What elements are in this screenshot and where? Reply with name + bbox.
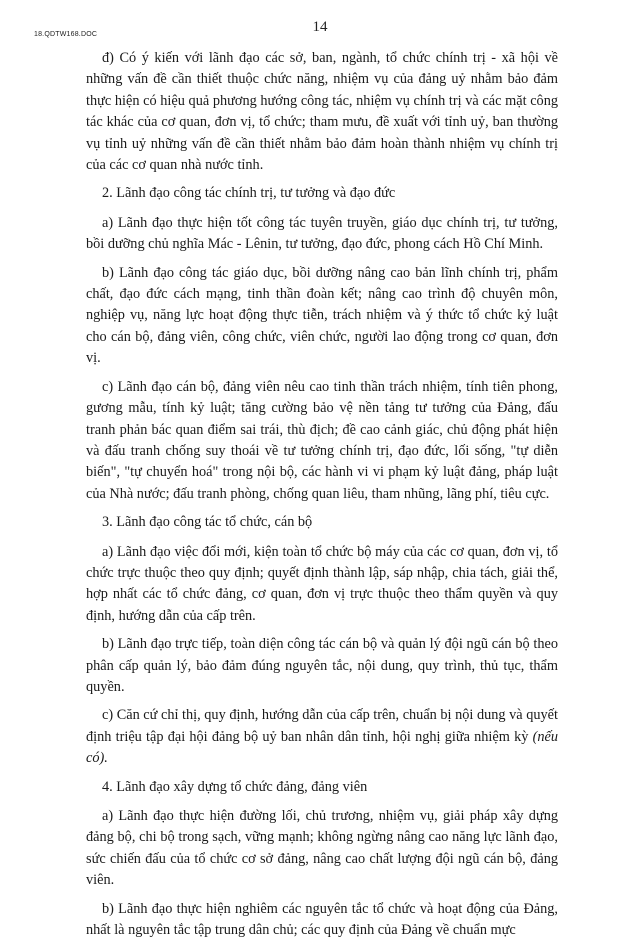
page-number: 14: [312, 19, 328, 35]
paragraph-4b: b) Lãnh đạo thực hiện nghiêm các nguyên tắc tổ chức và hoạt động của Đảng, nhất là nguyên tắc tập trung dân chủ; các quy định của Đảng về chuẩn mực: [86, 900, 558, 939]
paragraph-2b: b) Lãnh đạo công tác giáo dục, bồi dưỡng nâng cao bản lĩnh chính trị, phẩm chất, đạo đức cách mạng, tinh thần đoàn kết; nâng cao trình độ chuyên môn, nghiệp vụ, năng lực hoạt động thực tiễn, trách nhiệm và ý thức tổ chức kỷ luật cho cán bộ, đảng viên, công chức, viên chức, người lao động trong cơ quan, đơn vị.: [86, 264, 558, 367]
paragraph-3c-italic-note: (nếu có).: [86, 728, 559, 767]
paragraph-2a: a) Lãnh đạo thực hiện tốt công tác tuyên truyền, giáo dục chính trị, tư tưởng, bồi dưỡng chủ nghĩa Mác - Lênin, tư tưởng, đạo đức, phong cách Hồ Chí Minh.: [86, 214, 558, 253]
paragraph-3b: b) Lãnh đạo trực tiếp, toàn diện công tác cán bộ và quản lý đội ngũ cán bộ theo phân cấp quản lý, bảo đảm đúng nguyên tắc, nội dung, quy trình, thủ tục, thẩm quyền.: [86, 636, 558, 695]
paragraph-3c: [86, 705, 558, 769]
paragraph-4a: a) Lãnh đạo thực hiện đường lối, chủ trương, nhiệm vụ, giải pháp xây dựng đảng bộ, chi bộ trong sạch, vững mạnh; không ngừng nâng cao năng lực lãnh đạo, sức chiến đấu của tổ chức cơ sở đảng, nâng cao chất lượng đội ngũ cán bộ, đảng viên.: [86, 808, 558, 889]
section-heading-3: 3. Lãnh đạo công tác tổ chức, cán bộ: [102, 514, 313, 531]
paragraph-d-opinion: đ) Có ý kiến với lãnh đạo các sở, ban, ngành, tổ chức chính trị - xã hội về những vấn đề cần thiết thuộc chức năng, nhiệm vụ của đảng uỷ nhằm bảo đảm thực hiện có hiệu quả phương hướng công tác, nhiệm vụ chính trị và các mặt công tác khác của cơ quan, đơn vị, tổ chức; tham mưu, đề xuất với tỉnh uỷ, ban thường vụ tỉnh uỷ những vấn đề cần thiết nhằm bảo đảm hoàn thành nhiệm vụ chính trị của các cơ quan nhà nước tỉnh.: [86, 50, 558, 174]
paragraph-3c-text: c) Căn cứ chỉ thị, quy định, hướng dẫn của cấp trên, chuẩn bị nội dung và quyết định triệu tập đại hội đảng bộ uỷ ban nhân dân tỉnh, hội nghị giữa nhiệm kỳ: [86, 707, 558, 745]
document-body: [86, 48, 558, 948]
paragraph-3a: a) Lãnh đạo việc đổi mới, kiện toàn tổ chức bộ máy của các cơ quan, đơn vị, tổ chức trực thuộc theo quy định; quyết định thành lập, sáp nhập, chia tách, giải thể, hợp nhất các tổ chức đảng, cơ quan, đơn vị trực thuộc theo thẩm quyền và quy định, hướng dẫn của cấp trên.: [86, 543, 558, 624]
section-heading-4: 4. Lãnh đạo xây dựng tổ chức đảng, đảng viên: [102, 778, 368, 795]
paragraph-2c: c) Lãnh đạo cán bộ, đảng viên nêu cao tinh thần trách nhiệm, tính tiên phong, gương mẫu, tính kỷ luật; tăng cường bảo vệ nền tảng tư tưởng của Đảng, đấu tranh phản bác quan điểm sai trái, thù địch; đề cao cảnh giác, chủ động phát hiện và đấu tranh chống suy thoái về tư tưởng chính trị, đạo đức, lối sống, "tự diễn biến", "tự chuyển hoá" trong nội bộ, các hành vi vi phạm kỷ luật đảng, pháp luật của Nhà nước; đấu tranh phòng, chống quan liêu, tham nhũng, lãng phí, tiêu cực.: [86, 378, 558, 502]
section-heading-2: 2. Lãnh đạo công tác chính trị, tư tưởng và đạo đức: [102, 185, 396, 202]
file-name-label: 18.QDTW168.DOC: [34, 31, 98, 38]
